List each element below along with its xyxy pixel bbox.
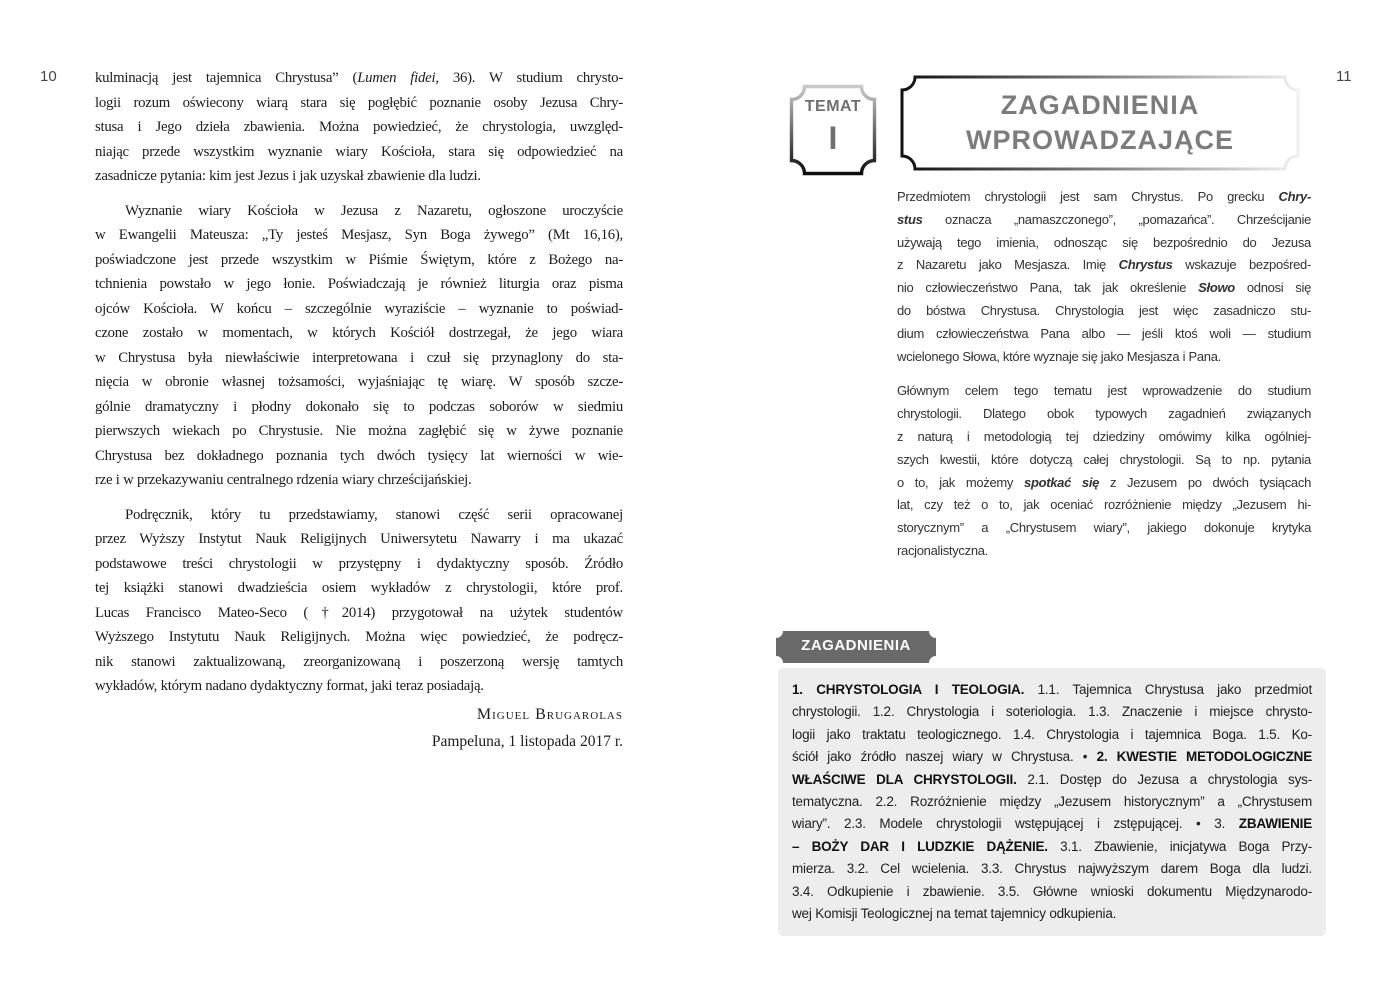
topics-badge-label: ZAGADNIENIA xyxy=(801,637,911,654)
chapter-title: ZAGADNIENIA WPROWADZAJĄCE xyxy=(966,90,1234,155)
text-line: nik stanowi zaktualizowaną, zreorganizowaną i poszerzoną wersję tamtych xyxy=(95,653,623,670)
text-line: z naturą i metodologią tej dziedziny omówimy kilka ogólniej- xyxy=(897,428,1311,444)
temat-badge-numeral: I xyxy=(828,120,838,156)
text-line: 3.4. Odkupienie i zbawienie. 3.5. Główne wnioski dokumentu Międzynarodo- xyxy=(792,883,1312,899)
text-line: w Ewangelii Mateusza: „Ty jesteś Mesjasz, Syn Boga żywego” (Mt 16,16), xyxy=(95,227,623,243)
text-line: Głównym celem tego tematu jest wprowadzenie do studium xyxy=(897,383,1311,399)
signature-author-name: Miguel Brugarolas xyxy=(476,706,623,723)
text-line: logii rozum oświecony wiarą stara się pogłębić poznanie osoby Jezusa Chry- xyxy=(95,94,623,111)
text-line: Podręcznik, który tu przedstawiamy, stanowi część serii opracowanej xyxy=(125,506,623,523)
text-line: – BOŻY DAR I LUDZKIE DĄŻENIE. 3.1. Zbawienie, inicjatywa Boga Przy- xyxy=(792,838,1312,854)
text-line: stus oznacza „namaszczonego”, „pomazańca”. Chrześcijanie xyxy=(897,211,1311,227)
topics-outline-box xyxy=(778,668,1326,936)
text-line: wiary”. 2.3. Modele chrystologii wstępującej i zstępującej. • 3. ZBAWIENIE xyxy=(792,816,1312,832)
paragraph xyxy=(897,186,1311,368)
text-line: chrystologii. 1.2. Chrystologia i soteriologia. 1.3. Znaczenie i miejsce chrysto- xyxy=(792,704,1312,720)
signature-block xyxy=(95,702,623,755)
temat-badge-label: TEMAT xyxy=(804,98,862,115)
text-line: storycznym” a „Chrystusem wiary”, jakiego dokonuje krytyka xyxy=(897,520,1311,536)
text-line: tej książki stanowi dwadzieścia osiem wykładów z chrystologii, które prof. xyxy=(95,580,623,596)
left-page-body-text xyxy=(95,66,623,699)
signature-place-date: Pampeluna, 1 listopada 2017 r. xyxy=(431,733,623,750)
text-line: wykładów, którym nadano dydaktyczny format, jaki teraz posiadają. xyxy=(95,678,484,694)
text-line: zasadnicze pytania: kim jest Jezus i jak uzyskał zbawienie dla ludzi. xyxy=(95,168,481,184)
text-line: mierza. 3.2. Cel wcielenia. 3.3. Chrystus najwyższym darem Boga dla ludzi. xyxy=(792,861,1312,877)
text-line: nięcia w obronie własnej tożsamości, wyjaśniając tę wiarę. W sposób szcze- xyxy=(95,374,623,390)
right-page-body-text xyxy=(897,186,1311,563)
text-line: do bóstwa Chrystusa. Chrystologia jest więc zasadniczo stu- xyxy=(897,302,1311,318)
text-line: w Chrystusa była niewłaściwie interpretowana i czuł się przynaglony do sta- xyxy=(95,349,623,366)
page-number-right: 11 xyxy=(1336,68,1352,85)
text-line: używają tego imienia, odnosząc się bezpośrednio do Jezusa xyxy=(897,234,1311,250)
text-line: ściół jako źródło naszej wiary w Chrystusa. • 2. KWESTIE METODOLOGICZNE xyxy=(792,749,1312,765)
text-line: wcielonego Słowa, które wyznaje się jako Mesjasza i Pana. xyxy=(897,348,1221,364)
paragraph xyxy=(95,66,623,189)
paragraph xyxy=(95,199,623,493)
text-line: 1. CHRYSTOLOGIA I TEOLOGIA. 1.1. Tajemnica Chrystusa jako przedmiot xyxy=(792,682,1313,697)
text-line: lat, czy też o to, jak oceniać rozróżnienie między „Jezusem hi- xyxy=(897,497,1311,513)
text-line: kulminacją jest tajemnica Chrystusa” (Lumen fidei, 36). W studium chrysto- xyxy=(95,70,624,86)
text-line: Lucas Francisco Mateo-Seco (†2014) przygotował na użytek studentów xyxy=(95,604,623,621)
text-line: dium człowieczeństwa Pana albo — jeśli ktoś woli — studium xyxy=(897,325,1311,341)
text-line: szych kwestii, które dotyczą całej chrystologii. Są to np. pytania xyxy=(897,451,1311,467)
text-line: Przedmiotem chrystologii jest sam Chrystus. Po grecku Chry- xyxy=(897,189,1311,204)
text-line: wej Komisji Teologicznej na temat tajemnicy odkupienia. xyxy=(792,906,1117,922)
page-number-left: 10 xyxy=(40,68,57,85)
text-line: o to, jak możemy spotkać się z Jezusem po dwóch tysiącach xyxy=(897,474,1311,490)
text-line: chrystologii. Dlatego obok typowych zagadnień związanych xyxy=(897,406,1311,422)
paragraph xyxy=(95,503,623,699)
text-line: rze i w przekazywaniu centralnego rdzenia wiary chrześcijańskiej. xyxy=(95,472,472,488)
topics-badge xyxy=(776,631,936,663)
text-line: poświadczone jest przede wszystkim w Piśmie Świętym, które z Bożego na- xyxy=(95,251,623,268)
text-line: gólnie dramatyczny i płodny dokonało się to podczas soborów w siedmiu xyxy=(95,398,623,415)
text-line: Wyznanie wiary Kościoła w Jezusa z Nazaretu, ogłoszone uroczyście xyxy=(125,202,623,219)
text-line: z Nazaretu jako Mesjasza. Imię Chrystus wskazuje bezpośred- xyxy=(897,257,1312,273)
text-line: ojców Kościoła. W końcu – szczególnie wyraziście – wyznanie to poświad- xyxy=(95,300,623,317)
text-line: przez Wyższy Instytut Nauk Religijnych Uniwersytetu Nawarry i ma ukazać xyxy=(95,531,623,547)
chapter-title-box xyxy=(900,75,1300,171)
text-line: logii jako traktatu teologicznego. 1.4. Chrystologia i tajemnica Boga. 1.5. Ko- xyxy=(792,726,1312,742)
text-line: tchnienia powstało w jego łonie. Poświadczają je również liturgia oraz pisma xyxy=(95,276,623,292)
text-line: Wyższego Instytutu Nauk Religijnych. Można więc powiedzieć, że podręcz- xyxy=(95,629,623,645)
paragraph xyxy=(897,380,1311,562)
text-line: podstawowe treści chrystologii w przystępny i dydaktyczny sposób. Źródło xyxy=(95,555,623,572)
text-line: racjonalistyczna. xyxy=(897,542,988,558)
text-line: WŁAŚCIWE DLA CHRYSTOLOGII. 2.1. Dostęp do Jezusa a chrystologia sys- xyxy=(792,771,1312,787)
text-line: czone zostało w momentach, w których Kościół dostrzegał, że jego wiara xyxy=(95,325,623,341)
text-line: niając przede wszystkim wyznanie wiary Kościoła, stara się odpowiedzieć na xyxy=(95,143,623,160)
text-line: Chrystusa bez dokładnego poznania tych dwóch tysięcy lat wierności w wie- xyxy=(95,447,623,464)
temat-badge xyxy=(789,84,877,176)
text-line: stusa i Jego dzieła zbawienia. Można powiedzieć, że chrystologia, uwzględ- xyxy=(95,119,623,135)
text-line: tematyczna. 2.2. Rozróżnienie między „Jezusem historycznym” a „Chrystusem xyxy=(792,794,1312,810)
text-line: nio człowieczeństwo Pana, tak jak określenie Słowo odnosi się xyxy=(897,280,1311,296)
text-line: pierwszych wiekach po Chrystusie. Nie można zagłębić się w żywe poznanie xyxy=(95,423,623,439)
